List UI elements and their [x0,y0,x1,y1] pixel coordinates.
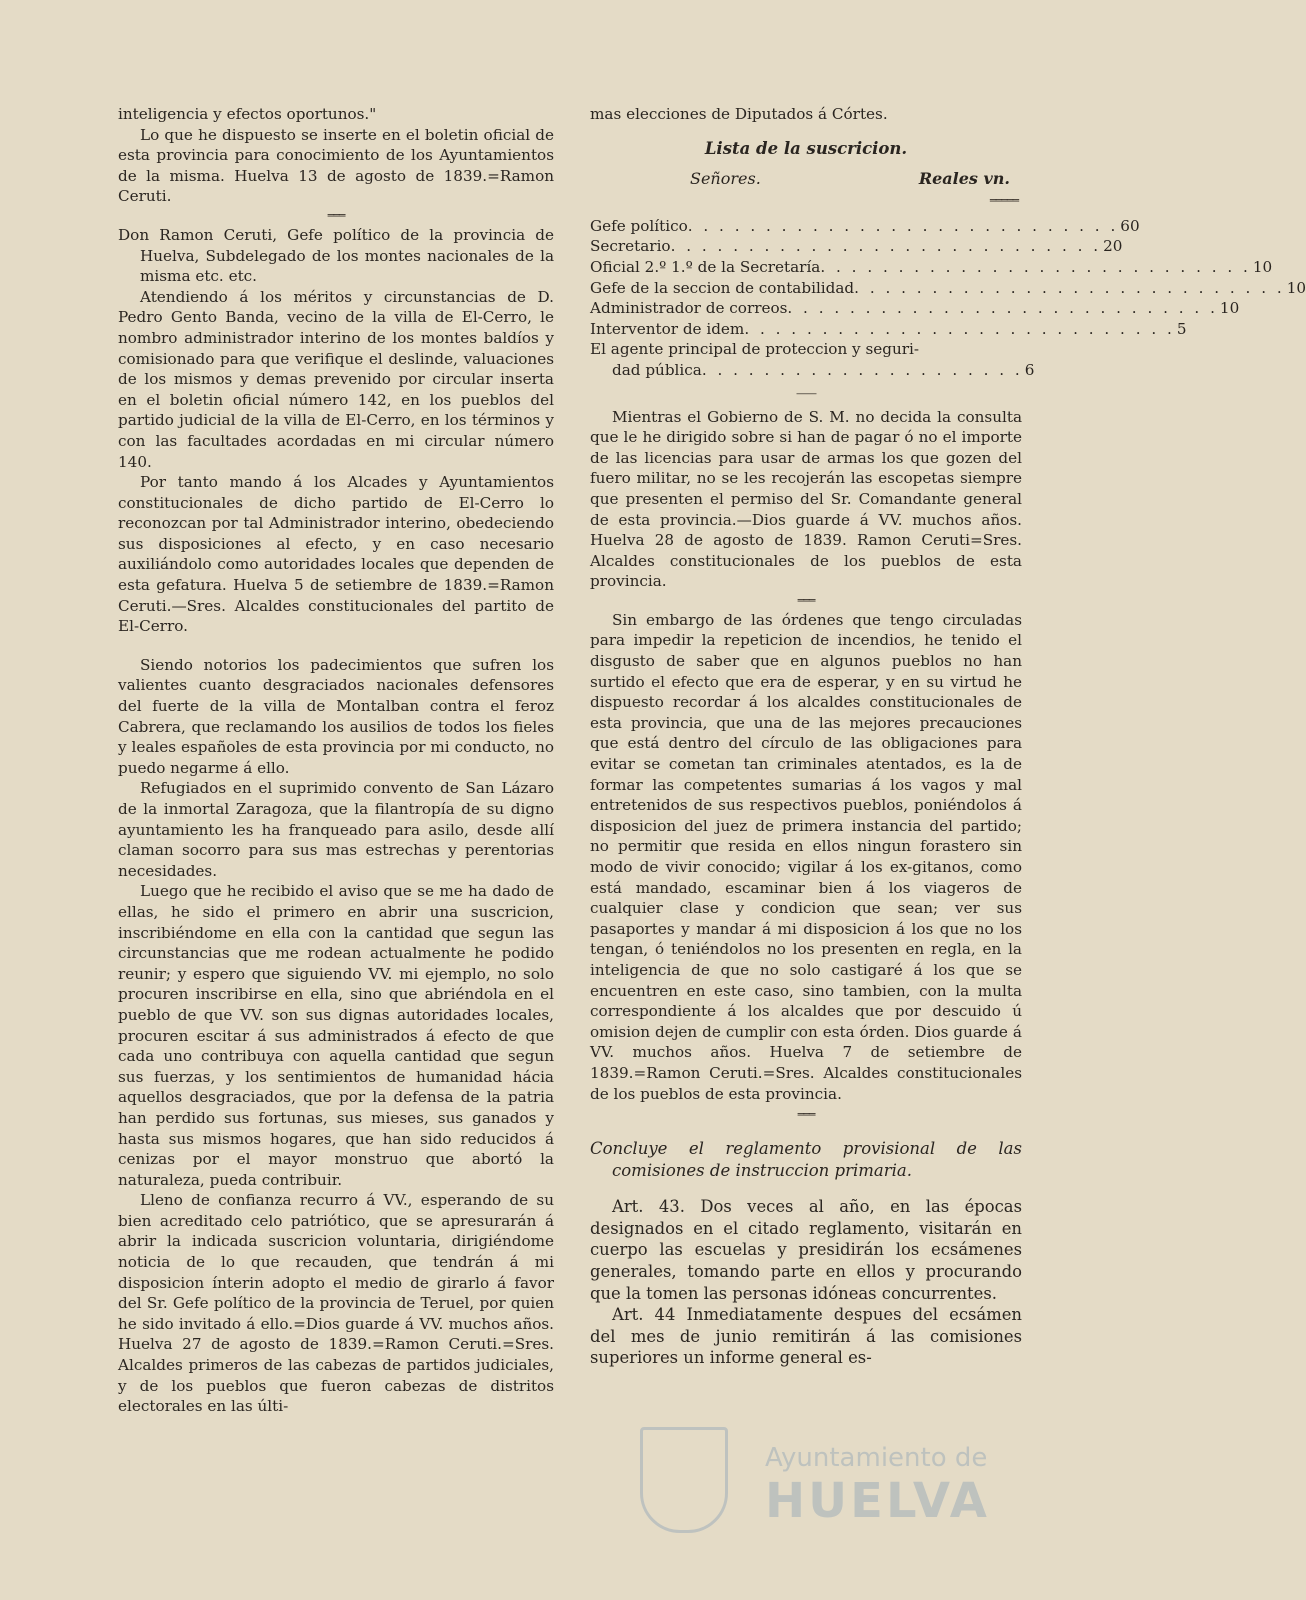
list-item-amount: 60 [1120,216,1140,235]
left-paragraph-6: Refugiados en el suprimido convento de San Lázaro de la inmortal Zaragoza, que la filantropía de su digno ayuntamiento les ha franqueado para asilo, desde allí claman socorro para sus mas estrechas y perentorias necesidades. [118,779,554,880]
right-paragraph-3: Sin embargo de las órdenes que tengo circuladas para impedir la repeticion de incendios, he tenido el disgusto de saber que en algunos pueblos no han surtido el efecto que era de esperar, y en su virtud he dispuesto recordar á los alcaldes constitucionales de esta provincia, que una de las mejores precauciones que está dentro del círculo de las obligaciones para evitar se cometan tan criminales atentados, es la de formar las competentes sumarias á los vagos y mal entretenidos de sus respectivos pueblos, poniéndolos á disposicion del juez de primera instancia del partido; no permitir que resida en ellos ningun forastero sin modo de vivir conocido; vigilar á los ex-gitanos, como está mandado, escaminar bien á los viageros de cualquier clase y condicion que sean; ver sus pasaportes y mandar á mi disposicion á los que no los tengan, ó teniéndolos no los presenten en regla, en la inteligencia de que no solo castigaré á los que se encuentren en este caso, sino tambien, con la multa correspondiente á los alcaldes que por descuido ú omision dejen de cumplir con esta órden. Dios guarde á VV. muchos años. Huelva 7 de setiembre de 1839.=Ramon Ceruti.=Sres. Alcaldes constitucionales de los pueblos de esta provincia. [590,610,1022,1103]
archive-watermark [640,1425,1020,1535]
right-column [590,104,1306,1369]
list-item-amount: 5 [1176,319,1187,338]
watermark-line-1: Ayuntamiento de [765,1443,988,1473]
decree-header: Don Ramon Ceruti, Gefe político de la provincia de Huelva, Subdelegado de los montes nacionales de la misma etc. etc. [118,225,554,286]
list-separator: ═════ [989,193,1018,207]
separator-3: ═══ [797,1108,815,1122]
right-paragraph-1: mas elecciones de Diputados á Córtes. [590,105,888,123]
list-item-name: Oficial 2.º 1.º de la Secretaría [590,257,821,276]
list-item: Oficial 2.º 1.º de la Secretaría . . . . . . . . . . . . . . . . . . . . . . . . . . . . 10 [590,257,1273,276]
list-item-continued: dad pública . . . . . . . . . . . . . . . . . . . . . 6 [612,360,1035,379]
left-paragraph-2: Lo que he dispuesto se inserte en el boletin oficial de esta provincia para conocimiento de los Ayuntamientos de la misma. Huelva 13 de agosto de 1839.=Ramon Ceruti. [118,125,554,206]
list-item: Interventor de idem . . . . . . . . . . . . . . . . . . . . . . . . . . . . 5 [590,319,1187,338]
list-header [590,169,1022,190]
separator-dash: —— [796,386,816,400]
list-item-amount: 10 [1286,278,1306,297]
list-item: Gefe de la seccion de contabilidad . . . . . . . . . . . . . . . . . . . . . . . . . . . . 10 [590,278,1306,297]
article-44: Art. 44 Inmediatamente despues del ecsámen del mes de junio remitirán á las comisiones superiores un informe general es- [590,1305,1022,1368]
separator-1: ═══ [327,208,345,222]
left-paragraph-4: Por tanto mando á los Alcades y Ayuntamientos constitucionales de dicho partido de El-Cerro lo reconozcan por tal Administrador interino, obedeciendo sus disposiciones al efecto, y en caso necesario auxiliándolo como autoridades locales que dependen de esta gefatura. Huelva 5 de setiembre de 1839.=Ramon Ceruti.—Sres. Alcaldes constitucionales del partito de El-Cerro. [118,473,554,636]
list-item-name: Secretario [590,237,671,256]
list-item: Gefe político . . . . . . . . . . . . . . . . . . . . . . . . . . . . 60 [590,216,1140,235]
left-paragraph-3: Atendiendo á los méritos y circunstancias de D. Pedro Gento Banda, vecino de la villa de El-Cerro, le nombro administrador interino de los montes baldíos y comisionado para que verifique el deslinde, valuaciones de los mismos y demas prevenido por circular inserta en el boletin oficial número 142, en los pueblos del partido judicial de la villa de El-Cerro, en los términos y con las facultades acordadas en mi circular número 140. [118,287,554,471]
list-item-amount: 10 [1219,299,1240,318]
section-gap [118,637,554,655]
article-43: Art. 43. Dos veces al año, en las épocas designados en el citado reglamento, visitarán en cuerpo las escuelas y presidirán los ecsámenes generales, tomando parte en ellos y procurando que la tomen las personas idóneas concurrentes. [590,1197,1022,1303]
list-item-amount: 20 [1103,237,1123,256]
list-item-name: Administrador de correos [590,299,788,318]
list-item-name: Interventor de idem [590,319,745,338]
left-paragraph-1: inteligencia y efectos oportunos." [118,105,377,123]
left-column [118,104,554,1417]
list-item-name: Gefe político [590,216,688,235]
list-title: Lista de la suscricion. [704,138,908,158]
left-paragraph-7: Luego que he recibido el aviso que se me ha dado de ellas, he sido el primero en abrir una suscricion, inscribiéndome en ella con la cantidad que segun las circunstancias que me rodean actualmente he podido reunir; y espero que siguiendo VV. mi ejemplo, no solo procuren inscribirse en ella, sino que abriéndola en el pueblo de que VV. son sus dignas autoridades locales, procuren escitar á sus administrados á efecto de que cada uno contribuya con aquella cantidad que segun sus fuerzas, y los sentimientos de humanidad hácia aquellos desgraciados, que por la defensa de la patria han perdido sus fortunas, sus mieses, sus ganados y hasta sus mismos hogares, que han sido reducidos á cenizas por el mayor monstruo que abortó la naturaleza, pueda contribuir. [118,882,554,1189]
right-paragraph-2: Mientras el Gobierno de S. M. no decida la consulta que le he dirigido sobre si han de pagar ó no el importe de las licencias para usar de armas los que gozen del fuero militar, no se les recojerán las escopetas siempre que presenten el permiso del Sr. Comandante general de esta provincia.—Dios guarde á VV. muchos años. Huelva 28 de agosto de 1839. Ramon Ceruti=Sres. Alcaldes constitucionales de los pueblos de esta provincia. [590,407,1022,591]
list-item-amount: 10 [1252,257,1273,276]
separator-2: ═══ [797,593,815,607]
list-item: El agente principal de proteccion y seguri- [590,340,920,359]
left-paragraph-8: Lleno de confianza recurro á VV., esperando de su bien acreditado celo patriótico, que se apresurarán á abrir la indicada suscricion voluntaria, dirigiéndome noticia de lo que recauden, que tendrán á mi disposicion ínterin adopto el medio de girarlo á favor del Sr. Gefe político de la provincia de Teruel, por quien he sido invitado á ello.=Dios guarde á VV. muchos años. Huelva 27 de agosto de 1839.=Ramon Ceruti.=Sres. Alcaldes primeros de las cabezas de partidos judiciales, y de los pueblos que fueron cabezas de distritos electorales en las últi- [118,1191,554,1416]
shield-icon [640,1427,728,1533]
left-paragraph-5: Siendo notorios los padecimientos que sufren los valientes cuanto desgraciados nacionales defensores del fuerte de la villa de Montalban contra el feroz Cabrera, que reclamando los ausilios de todos los fieles y leales españoles de esta provincia por mi conducto, no puedo negarme á ello. [118,655,554,777]
watermark-line-2: HUELVA [765,1473,990,1529]
list-item: Secretario . . . . . . . . . . . . . . . . . . . . . . . . . . . . 20 [590,237,1123,256]
column-header-senores: Señores. [690,169,761,189]
list-item-name: Gefe de la seccion de contabilidad [590,278,855,297]
column-header-reales: Reales vn. [918,169,1010,189]
list-item: Administrador de correos . . . . . . . . . . . . . . . . . . . . . . . . . . . . 10 [590,299,1240,318]
subscription-list [590,216,1306,340]
section-title: Concluye el reglamento provisional de las comisiones de instruccion primaria. [590,1139,1022,1181]
